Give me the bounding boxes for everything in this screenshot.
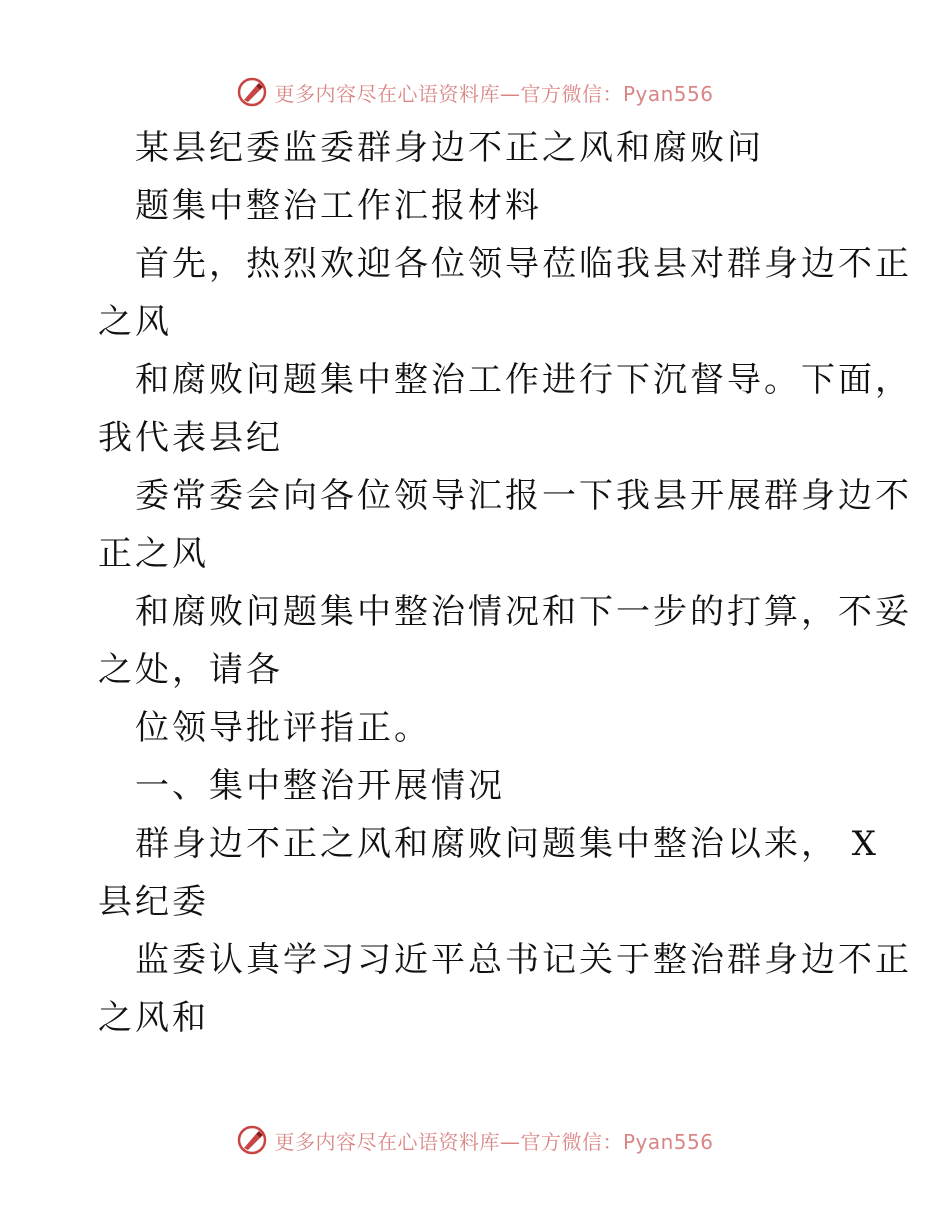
paragraph-line: 之处，请各 <box>98 650 283 690</box>
paragraph-line: 正之风 <box>98 534 209 574</box>
watermark-group <box>236 76 713 108</box>
pen-logo-icon <box>236 76 268 108</box>
title-line-2: 题集中整治工作汇报材料 <box>135 186 542 226</box>
paragraph-line: 之风和 <box>98 998 209 1038</box>
section-heading: 一、集中整治开展情况 <box>135 766 505 806</box>
paragraph-line: 位领导批评指正。 <box>135 708 431 748</box>
paragraph-line: 监委认真学习习近平总书记关于整治群身边不正 <box>135 940 912 980</box>
paragraph-line: 之风 <box>98 302 172 342</box>
watermark-group <box>236 1124 713 1156</box>
header-watermark <box>0 72 950 112</box>
paragraph-line: 县纪委 <box>98 882 209 922</box>
title-line-1: 某县纪委监委群身边不正之风和腐败问 <box>135 128 764 168</box>
pen-logo-icon <box>236 1124 268 1156</box>
footer-watermark <box>0 1120 950 1160</box>
paragraph-line: 和腐败问题集中整治工作进行下沉督导。下面， <box>135 360 912 400</box>
watermark-text: 更多内容尽在心语资料库—官方微信：Pyan556 <box>274 81 714 106</box>
paragraph-line: 我代表县纪 <box>98 418 283 458</box>
paragraph-line: 委常委会向各位领导汇报一下我县开展群身边不 <box>135 476 912 516</box>
paragraph-line: 和腐败问题集中整治情况和下一步的打算，不妥 <box>135 592 912 632</box>
paragraph-line: 群身边不正之风和腐败问题集中整治以来， X <box>135 824 880 864</box>
watermark-text: 更多内容尽在心语资料库—官方微信：Pyan556 <box>274 1129 714 1154</box>
paragraph-line: 首先，热烈欢迎各位领导莅临我县对群身边不正 <box>135 244 912 284</box>
